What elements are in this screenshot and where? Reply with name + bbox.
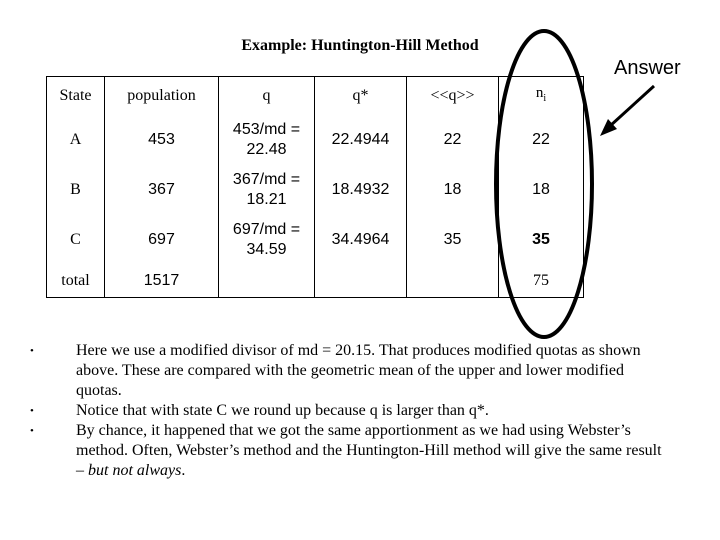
cell-population: 697 bbox=[105, 215, 219, 265]
cell-q: 367/md = 18.21 bbox=[219, 165, 315, 215]
cell-population: 453 bbox=[105, 115, 219, 165]
bullet-item bbox=[30, 341, 670, 401]
cell-rounded-q: 22 bbox=[407, 115, 499, 165]
bullet-emphasis: but not always bbox=[88, 462, 182, 479]
answer-label: Answer bbox=[614, 57, 681, 79]
cell-n: 18 bbox=[499, 165, 584, 215]
bullet-dot: • bbox=[30, 425, 34, 437]
total-label: total bbox=[47, 265, 105, 298]
header-qstar: q* bbox=[315, 77, 407, 116]
answer-column-ellipse bbox=[496, 31, 592, 337]
total-n: 75 bbox=[499, 265, 584, 298]
header-state: State bbox=[47, 77, 105, 116]
bullet-text: Notice that with state C we round up because q is larger than q*. bbox=[76, 402, 489, 419]
cell-rounded-q: 35 bbox=[407, 215, 499, 265]
cell-rounded-q: 18 bbox=[407, 165, 499, 215]
slide-title: Example: Huntington-Hill Method bbox=[241, 37, 479, 54]
bullet-text: By chance, it happened that we got the same apportionment as we had using Webster’s method. Often, Webster’s method and the Huntington-Hill method will give the same result – bbox=[76, 422, 662, 479]
header-q: q bbox=[219, 77, 315, 116]
cell-q: 453/md = 22.48 bbox=[219, 115, 315, 165]
header-n-subscript: i bbox=[543, 93, 547, 104]
bullet-text: Here we use a modified divisor of md = 20.15. That produces modified quotas as shown above. These are compared with the geometric mean of the upper and lower modified quotas. bbox=[76, 342, 641, 399]
cell-qstar: 18.4932 bbox=[315, 165, 407, 215]
bullet-list bbox=[30, 341, 670, 481]
total-population: 1517 bbox=[105, 265, 219, 298]
header-n: n bbox=[535, 85, 544, 101]
cell-state: A bbox=[47, 115, 105, 165]
bullet-dot: • bbox=[30, 405, 34, 417]
answer-arrow-line bbox=[610, 86, 654, 126]
cell-population: 367 bbox=[105, 165, 219, 215]
cell-state: C bbox=[47, 215, 105, 265]
bullet-dot: • bbox=[30, 345, 34, 357]
header-population: population bbox=[105, 77, 219, 116]
header-rounded-q: <<q>> bbox=[407, 77, 499, 116]
cell-qstar: 22.4944 bbox=[315, 115, 407, 165]
cell-n: 22 bbox=[499, 115, 584, 165]
bullet-item bbox=[30, 401, 670, 421]
cell-state: B bbox=[47, 165, 105, 215]
bullet-item bbox=[30, 421, 670, 481]
cell-q: 697/md = 34.59 bbox=[219, 215, 315, 265]
bullet-text-end: . bbox=[181, 462, 186, 479]
cell-n: 35 bbox=[499, 215, 584, 265]
cell-qstar: 34.4964 bbox=[315, 215, 407, 265]
